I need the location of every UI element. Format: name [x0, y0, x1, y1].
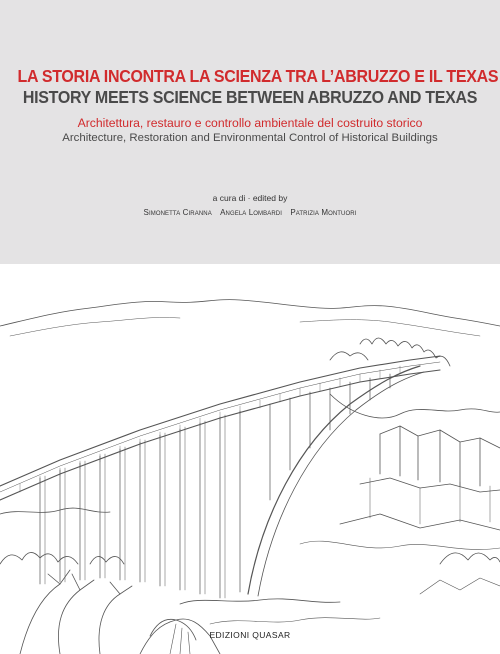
- editors-list: [0, 208, 500, 217]
- editor-name: Angela Lombardi: [220, 208, 282, 217]
- title-italian: LA STORIA INCONTRA LA SCIENZA TRA L’ABRUZZO E IL TEXAS: [17, 66, 499, 86]
- subtitle-italian: Architettura, restauro e controllo ambientale del costruito storico: [77, 116, 423, 130]
- editor-name: Patrizia Montuori: [290, 208, 357, 217]
- cover-header-band: [0, 0, 500, 264]
- bridge-sketch-illustration: [0, 264, 500, 654]
- title-english: HISTORY MEETS SCIENCE BETWEEN ABRUZZO AND TEXAS: [22, 87, 478, 107]
- edited-by-label: a cura di · edited by: [212, 193, 288, 203]
- subtitle-english: Architecture, Restoration and Environmental Control of Historical Buildings: [62, 132, 438, 144]
- publisher-name: EDIZIONI QUASAR: [209, 630, 291, 640]
- editor-name: Simonetta Ciranna: [143, 208, 212, 217]
